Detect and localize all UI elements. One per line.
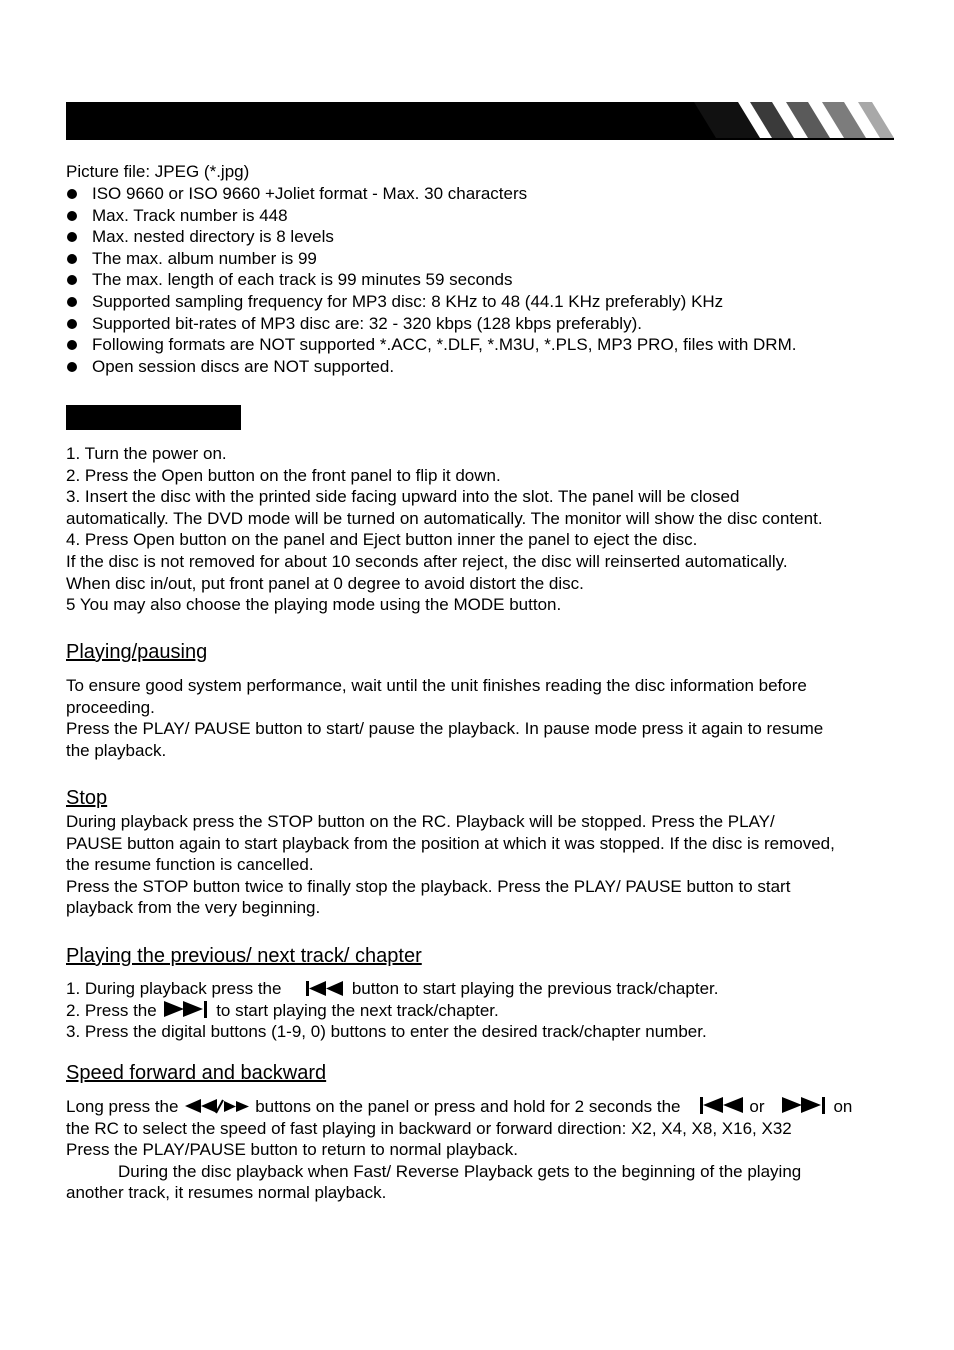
intro-text: Picture file: JPEG (*.jpg) [66,162,250,181]
subsection-tab [66,405,241,430]
step-line: 5 You may also choose the playing mode using the MODE button. [66,595,562,615]
bullet-icon [67,297,77,307]
bullet-icon [67,211,77,221]
bullet-icon [67,232,77,242]
list-item: The max. length of each track is 99 minutes 59 seconds [66,269,796,291]
stop-text: During playback press the STOP button on the RC. Playback will be stopped. Press the PLAY/ PAUSE button again to start playback from the position at which it was stopped. If the disc is removed, the resume function is cancelled. Press the STOP button twice to finally stop the playback. Press the PLAY/ PAUSE button to start playback from the very beginning. [66,812,835,918]
bullet-icon [67,189,77,199]
previous-next-text: 1. During playback press the button to start playing the previous track/chapter. 2. Press the to start playing the next track/chapter. 3. Press the digital buttons (1-9, 0) buttons to enter the desired track/chapter number. [66,979,719,1042]
section-header-bar [66,102,894,140]
next-track-icon [161,1000,211,1018]
heading-stop: Stop [66,787,108,809]
bullet-icon [67,362,77,372]
list-item: ISO 9660 or ISO 9660 +Joliet format - Max. 30 characters [66,183,796,205]
list-item: Supported sampling frequency for MP3 disc: 8 KHz to 48 (44.1 KHz preferably) KHz [66,291,796,313]
speed-text: Long press the buttons on the panel or press and hold for 2 seconds the or on the RC to select the speed of fast playing in backward or forward direction: X2, X4, X8, X16, X32 Press the PLAY/PAUSE button to return to normal playback. During the disc playback when Fast/ Reverse Playback gets to the beginning of the playing another track, it resumes normal playback. [66,1097,853,1203]
bullet-icon [67,275,77,285]
step-line: 3. Insert the disc with the printed side facing upward into the slot. The panel will be closed [66,487,740,507]
step-line: When disc in/out, put front panel at 0 degree to avoid distort the disc. [66,573,584,593]
mp3-spec-list [66,183,796,377]
previous-track-icon [305,980,347,996]
list-item: Supported bit-rates of MP3 disc are: 32 - 320 kbps (128 kbps preferably). [66,313,796,335]
next-track-icon [779,1096,829,1114]
playing-pausing-text: To ensure good system performance, wait until the unit finishes reading the disc information before proceeding. Press the PLAY/ PAUSE button to start/ pause the playback. In pause mode press it again to resume the playback. [66,676,824,760]
heading-speed: Speed forward and backward [66,1062,327,1084]
heading-previous-next: Playing the previous/ next track/ chapter [66,945,422,967]
rewind-forward-icon [183,1098,255,1114]
list-item: The max. album number is 99 [66,248,796,270]
step-line: 1. Turn the power on. [66,444,227,463]
bullet-icon [67,319,77,329]
list-item: Open session discs are NOT supported. [66,356,796,378]
step-line: If the disc is not removed for about 10 seconds after reject, the disc will reinserted automatically. [66,551,788,571]
previous-track-icon [699,1096,749,1114]
operation-steps [66,443,916,616]
bullet-icon [67,254,77,264]
step-line: 2. Press the Open button on the front panel to flip it down. [66,465,501,485]
step-line: automatically. The DVD mode will be turned on automatically. The monitor will show the disc content. [66,508,823,528]
list-item: Following formats are NOT supported *.ACC, *.DLF, *.M3U, *.PLS, MP3 PRO, files with DRM. [66,334,796,356]
list-item: Max. nested directory is 8 levels [66,226,796,248]
heading-playing-pausing: Playing/pausing [66,641,208,663]
step-line: 4. Press Open button on the panel and Eject button inner the panel to eject the disc. [66,530,698,550]
bullet-icon [67,340,77,350]
list-item: Max. Track number is 448 [66,205,796,227]
